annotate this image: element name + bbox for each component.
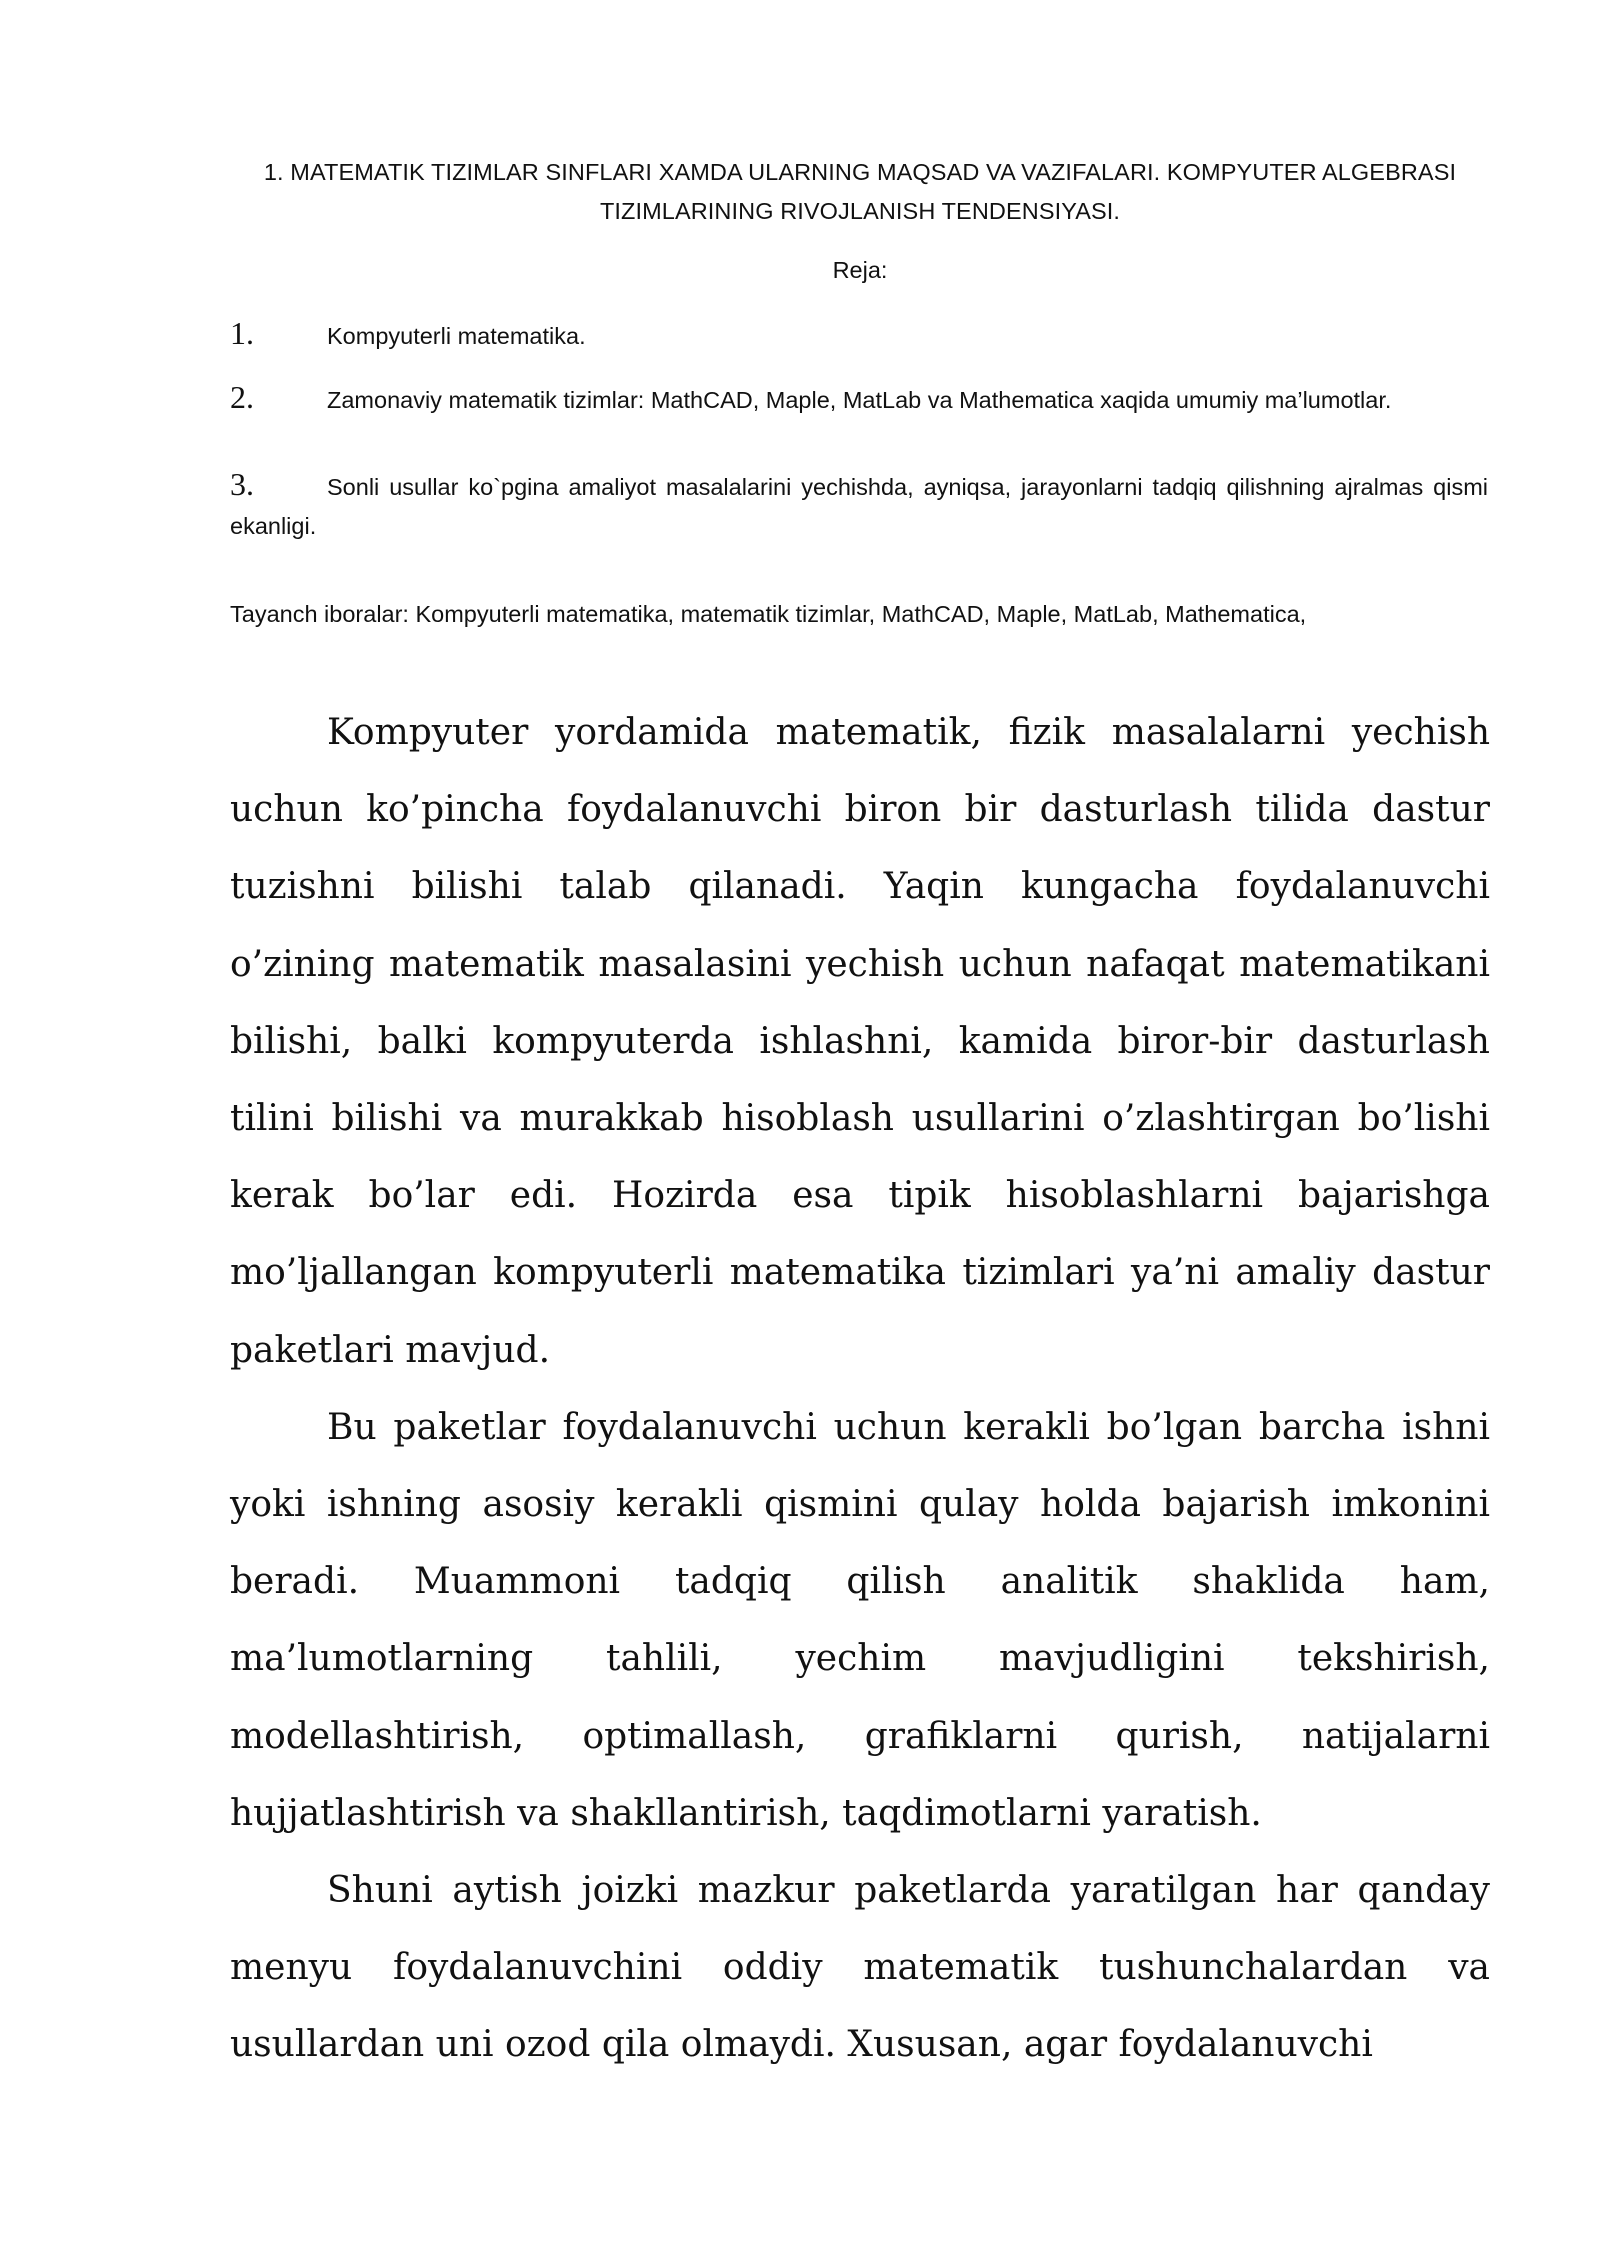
plan-item-text: Zamonaviy matematik tizimlar: MathCAD, Maple, MatLab va Mathematica xaqida umumiy ma’lumotlar.	[327, 387, 1392, 413]
body-text	[230, 694, 1490, 2084]
plan-item-text: Kompyuterli matematika.	[327, 323, 586, 349]
body-paragraph: Shuni aytish joizki mazkur paketlarda yaratilgan har qanday menyu foydalanuvchini oddiy matematik tushunchalardan va usullardan uni ozod qila olmaydi. Xususan, agar foydalanuvchi	[230, 1870, 1490, 2066]
plan-item	[230, 465, 1488, 546]
keywords-line: Tayanch iboralar: Kompyuterli matematika, matematik tizimlar, MathCAD, Maple, MatLab, Mathematica,	[230, 601, 1307, 627]
plan-item-number: 3.	[230, 466, 254, 502]
plan-item	[230, 378, 1488, 420]
plan-item	[230, 314, 1488, 356]
body-paragraph: Kompyuter yordamida matematik, fizik masalalarni yechish uchun ko’pincha foydalanuvchi biron bir dasturlash tilida dastur tuzishni bilishi talab qilanadi. Yaqin kungacha foydalanuvchi o’zining matematik masalasini yechish uchun nafaqat matematikani bilishi, balki kompyuterda ishlashni, kamida biror-bir dasturlash tilini bilishi va murakkab hisoblash usullarini o’zlashtirgan bo’lishi kerak bo’lar edi. Hozirda esa tipik hisoblashlarni bajarishga mo’ljallangan kompyuterli matematika tizimlari ya’ni amaliy dastur paketlari mavjud.	[230, 712, 1490, 1371]
plan-item-text: Sonli usullar ko`pgina amaliyot masalalarini yechishda, ayniqsa, jarayonlarni tadqiq qilishning ajralmas qismi ekanligi.	[230, 474, 1488, 539]
plan-item-number: 1.	[230, 315, 254, 351]
body-paragraph: Bu paketlar foydalanuvchi uchun kerakli bo’lgan barcha ishni yoki ishning asosiy kerakli qismini qulay holda bajarish imkonini beradi. Muammoni tadqiq qilish analitik shaklida ham, ma’lumotlarning tahlili, yechim mavjudligini tekshirish, modellashtirish, optimallash, grafiklarni qurish, natijalarni hujjatlashtirish va shakllantirish, taqdimotlarni yaratish.	[230, 1406, 1490, 1834]
plan-heading: Reja:	[832, 257, 888, 283]
plan-item-number: 2.	[230, 379, 254, 415]
document-title: 1. MATEMATIK TIZIMLAR SINFLARI XAMDA ULARNING MAQSAD VA VAZIFALARI. KOMPYUTER ALGEBRASI TIZIMLARINING RIVOJLANISH TENDENSIYASI.	[263, 159, 1457, 224]
